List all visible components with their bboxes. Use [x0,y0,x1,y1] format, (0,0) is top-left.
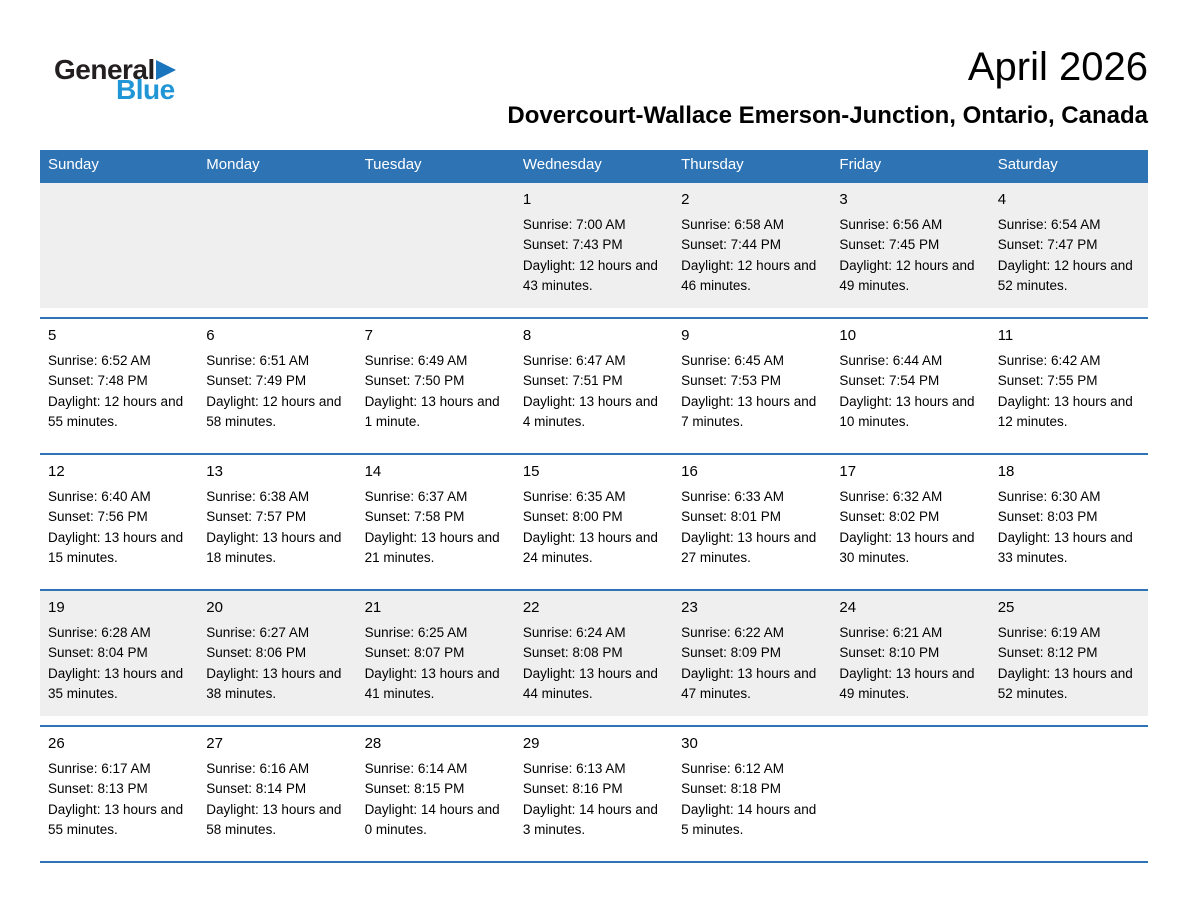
daylight-text: Daylight: 12 hours and 52 minutes. [997,257,1133,293]
day-number: 21 [364,599,382,616]
daylight-text: Daylight: 12 hours and 58 minutes. [206,393,342,429]
day-number: 2 [681,191,690,208]
day-cell-23 [673,594,831,704]
sunrise-text: Sunrise: 6:17 AM [48,761,151,776]
day-number: 8 [522,327,532,344]
day-number: 25 [997,599,1015,616]
day-number: 26 [48,735,65,752]
day-number: 3 [839,191,848,208]
day-cell-14 [357,458,515,568]
day-cell-20 [198,594,356,704]
week-row-3 [40,453,1148,580]
empty-cell [40,186,198,296]
sunrise-text: Sunrise: 6:54 AM [997,217,1101,232]
sunrise-text: Sunrise: 6:40 AM [48,489,151,504]
daylight-text: Daylight: 14 hours and 3 minutes. [522,801,658,837]
logo-text-general: General [54,54,155,85]
daylight-text: Daylight: 13 hours and 44 minutes. [522,665,658,701]
daylight-text: Daylight: 13 hours and 1 minute. [364,393,500,429]
day-number: 27 [206,735,223,752]
day-cell-25 [990,594,1148,704]
day-number: 13 [206,463,223,480]
week-row-1 [40,181,1148,308]
sunset-text: Sunset: 7:54 PM [839,373,940,389]
day-cell-24 [831,594,989,704]
sunrise-text: Sunrise: 6:30 AM [997,489,1101,504]
daylight-text: Daylight: 14 hours and 0 minutes. [364,801,500,837]
sunrise-text: Sunrise: 6:51 AM [206,353,310,368]
daylight-text: Daylight: 13 hours and 12 minutes. [997,393,1133,429]
empty-cell [198,186,356,296]
weekday-header-thursday: Thursday [681,156,744,173]
weekday-header-saturday: Saturday [997,156,1058,173]
week-row-2 [40,317,1148,444]
sunrise-text: Sunrise: 6:44 AM [839,353,943,368]
sunrise-text: Sunrise: 6:45 AM [681,353,784,368]
empty-cell [831,730,989,840]
logo-text-blue: Blue [116,74,175,105]
day-number: 7 [364,327,373,344]
sunset-text: Sunset: 7:57 PM [206,509,307,525]
weekday-header-tuesday: Tuesday [364,156,422,173]
sunset-text: Sunset: 8:03 PM [997,509,1098,525]
daylight-text: Daylight: 13 hours and 52 minutes. [997,665,1133,701]
daylight-text: Daylight: 12 hours and 55 minutes. [48,393,184,429]
sunrise-text: Sunrise: 6:27 AM [206,625,310,640]
day-cell-2 [673,186,831,296]
daylight-text: Daylight: 13 hours and 33 minutes. [997,529,1133,565]
sunrise-text: Sunrise: 6:32 AM [839,489,943,504]
day-cell-1 [515,186,673,296]
day-cell-18 [990,458,1148,568]
day-number: 24 [839,599,857,616]
week-row-5 [40,725,1148,852]
day-cell-26 [40,730,198,840]
day-cell-13 [198,458,356,568]
day-number: 12 [48,463,65,480]
sunset-text: Sunset: 8:08 PM [522,645,623,661]
day-cell-17 [831,458,989,568]
daylight-text: Daylight: 13 hours and 35 minutes. [48,665,184,701]
day-number: 28 [364,735,382,752]
sunset-text: Sunset: 8:06 PM [206,645,307,661]
day-number: 10 [839,327,857,344]
daylight-text: Daylight: 13 hours and 7 minutes. [681,393,817,429]
sunset-text: Sunset: 7:43 PM [522,237,623,253]
day-cell-6 [198,322,356,432]
day-number: 5 [48,327,57,344]
day-cell-16 [673,458,831,568]
daylight-text: Daylight: 13 hours and 49 minutes. [839,665,975,701]
sunset-text: Sunset: 7:45 PM [839,237,940,253]
daylight-text: Daylight: 12 hours and 46 minutes. [681,257,817,293]
day-number: 6 [206,327,215,344]
sunset-text: Sunset: 8:18 PM [681,781,781,797]
sunrise-text: Sunrise: 6:14 AM [364,761,468,776]
sunset-text: Sunset: 7:50 PM [364,373,465,389]
day-cell-3 [831,186,989,296]
day-number: 9 [681,327,690,344]
calendar [40,150,1148,863]
daylight-text: Daylight: 13 hours and 24 minutes. [522,529,658,565]
sunset-text: Sunset: 7:48 PM [48,373,148,389]
sunrise-text: Sunrise: 6:19 AM [997,625,1101,640]
day-number: 11 [997,327,1014,344]
sunrise-text: Sunrise: 6:12 AM [681,761,784,776]
daylight-text: Daylight: 13 hours and 38 minutes. [206,665,342,701]
weekday-header-friday: Friday [839,156,882,173]
sunset-text: Sunset: 8:00 PM [522,509,623,525]
day-cell-7 [357,322,515,432]
daylight-text: Daylight: 13 hours and 41 minutes. [364,665,500,701]
sunset-text: Sunset: 7:51 PM [522,373,623,389]
sunset-text: Sunset: 7:53 PM [681,373,781,389]
title-block [176,44,1148,130]
day-number: 23 [681,599,698,616]
sunrise-text: Sunrise: 6:28 AM [48,625,151,640]
day-cell-27 [198,730,356,840]
day-number: 20 [206,599,223,616]
week-row-4 [40,589,1148,716]
day-cell-5 [40,322,198,432]
day-number: 14 [364,463,382,480]
day-cell-11 [990,322,1148,432]
daylight-text: Daylight: 13 hours and 58 minutes. [206,801,342,837]
sunrise-text: Sunrise: 6:16 AM [206,761,310,776]
daylight-text: Daylight: 13 hours and 18 minutes. [206,529,342,565]
weekday-row [40,150,1148,181]
empty-cell [357,186,515,296]
sunset-text: Sunset: 8:04 PM [48,645,148,661]
daylight-text: Daylight: 13 hours and 30 minutes. [839,529,975,565]
sunset-text: Sunset: 8:15 PM [364,781,465,797]
day-cell-29 [515,730,673,840]
weekday-header-monday: Monday [206,156,260,173]
sunrise-text: Sunrise: 6:25 AM [364,625,468,640]
day-number: 30 [681,735,698,752]
sunset-text: Sunset: 8:13 PM [48,781,148,797]
daylight-text: Daylight: 13 hours and 10 minutes. [839,393,975,429]
day-number: 1 [522,191,532,208]
sunset-text: Sunset: 7:58 PM [364,509,465,525]
general-blue-logo [54,56,176,104]
sunset-text: Sunset: 7:47 PM [997,237,1098,253]
day-cell-9 [673,322,831,432]
sunrise-text: Sunrise: 6:21 AM [839,625,943,640]
day-number: 22 [522,599,540,616]
empty-cell [990,730,1148,840]
day-number: 4 [997,191,1007,208]
sunrise-text: Sunrise: 6:13 AM [522,761,626,776]
sunrise-text: Sunrise: 6:56 AM [839,217,943,232]
daylight-text: Daylight: 13 hours and 4 minutes. [522,393,658,429]
day-number: 18 [997,463,1015,480]
sunset-text: Sunset: 8:10 PM [839,645,940,661]
day-number: 19 [48,599,65,616]
daylight-text: Daylight: 13 hours and 15 minutes. [48,529,184,565]
sunset-text: Sunset: 8:12 PM [997,645,1098,661]
sunrise-text: Sunrise: 6:22 AM [681,625,784,640]
sunrise-text: Sunrise: 7:00 AM [522,217,626,232]
sunrise-text: Sunrise: 6:38 AM [206,489,310,504]
calendar-weeks [40,181,1148,852]
sunset-text: Sunset: 7:49 PM [206,373,307,389]
day-number: 29 [522,735,540,752]
sunrise-text: Sunrise: 6:49 AM [364,353,468,368]
sunrise-text: Sunrise: 6:37 AM [364,489,468,504]
location-title: Dovercourt-Wallace Emerson-Junction, Ontario, Canada [507,102,1148,129]
sunset-text: Sunset: 8:02 PM [839,509,940,525]
sunrise-text: Sunrise: 6:35 AM [522,489,626,504]
day-cell-28 [357,730,515,840]
day-cell-10 [831,322,989,432]
sunset-text: Sunset: 8:07 PM [364,645,465,661]
sunset-text: Sunset: 8:16 PM [522,781,623,797]
day-number: 17 [839,463,857,480]
sunset-text: Sunset: 8:14 PM [206,781,307,797]
sunrise-text: Sunrise: 6:33 AM [681,489,784,504]
day-number: 16 [681,463,698,480]
day-cell-21 [357,594,515,704]
day-cell-8 [515,322,673,432]
daylight-text: Daylight: 13 hours and 27 minutes. [681,529,817,565]
day-cell-22 [515,594,673,704]
day-cell-15 [515,458,673,568]
daylight-text: Daylight: 13 hours and 21 minutes. [364,529,500,565]
sunrise-text: Sunrise: 6:24 AM [522,625,626,640]
day-cell-12 [40,458,198,568]
weekday-header-sunday: Sunday [48,156,99,173]
daylight-text: Daylight: 13 hours and 55 minutes. [48,801,184,837]
daylight-text: Daylight: 13 hours and 47 minutes. [681,665,817,701]
sunset-text: Sunset: 8:09 PM [681,645,781,661]
weekday-header-wednesday: Wednesday [522,156,602,173]
sunrise-text: Sunrise: 6:58 AM [681,217,784,232]
sunset-text: Sunset: 7:56 PM [48,509,148,525]
sunrise-text: Sunrise: 6:47 AM [522,353,626,368]
daylight-text: Daylight: 14 hours and 5 minutes. [681,801,817,837]
day-number: 15 [522,463,540,480]
sunrise-text: Sunrise: 6:42 AM [997,353,1101,368]
calendar-bottom-line [40,861,1148,863]
day-cell-19 [40,594,198,704]
sunrise-text: Sunrise: 6:52 AM [48,353,151,368]
month-title: April 2026 [967,45,1148,89]
sunset-text: Sunset: 7:55 PM [997,373,1098,389]
day-cell-30 [673,730,831,840]
page-header [40,30,1148,130]
sunset-text: Sunset: 7:44 PM [681,237,781,253]
sunset-text: Sunset: 8:01 PM [681,509,781,525]
day-cell-4 [990,186,1148,296]
daylight-text: Daylight: 12 hours and 49 minutes. [839,257,975,293]
daylight-text: Daylight: 12 hours and 43 minutes. [522,257,658,293]
